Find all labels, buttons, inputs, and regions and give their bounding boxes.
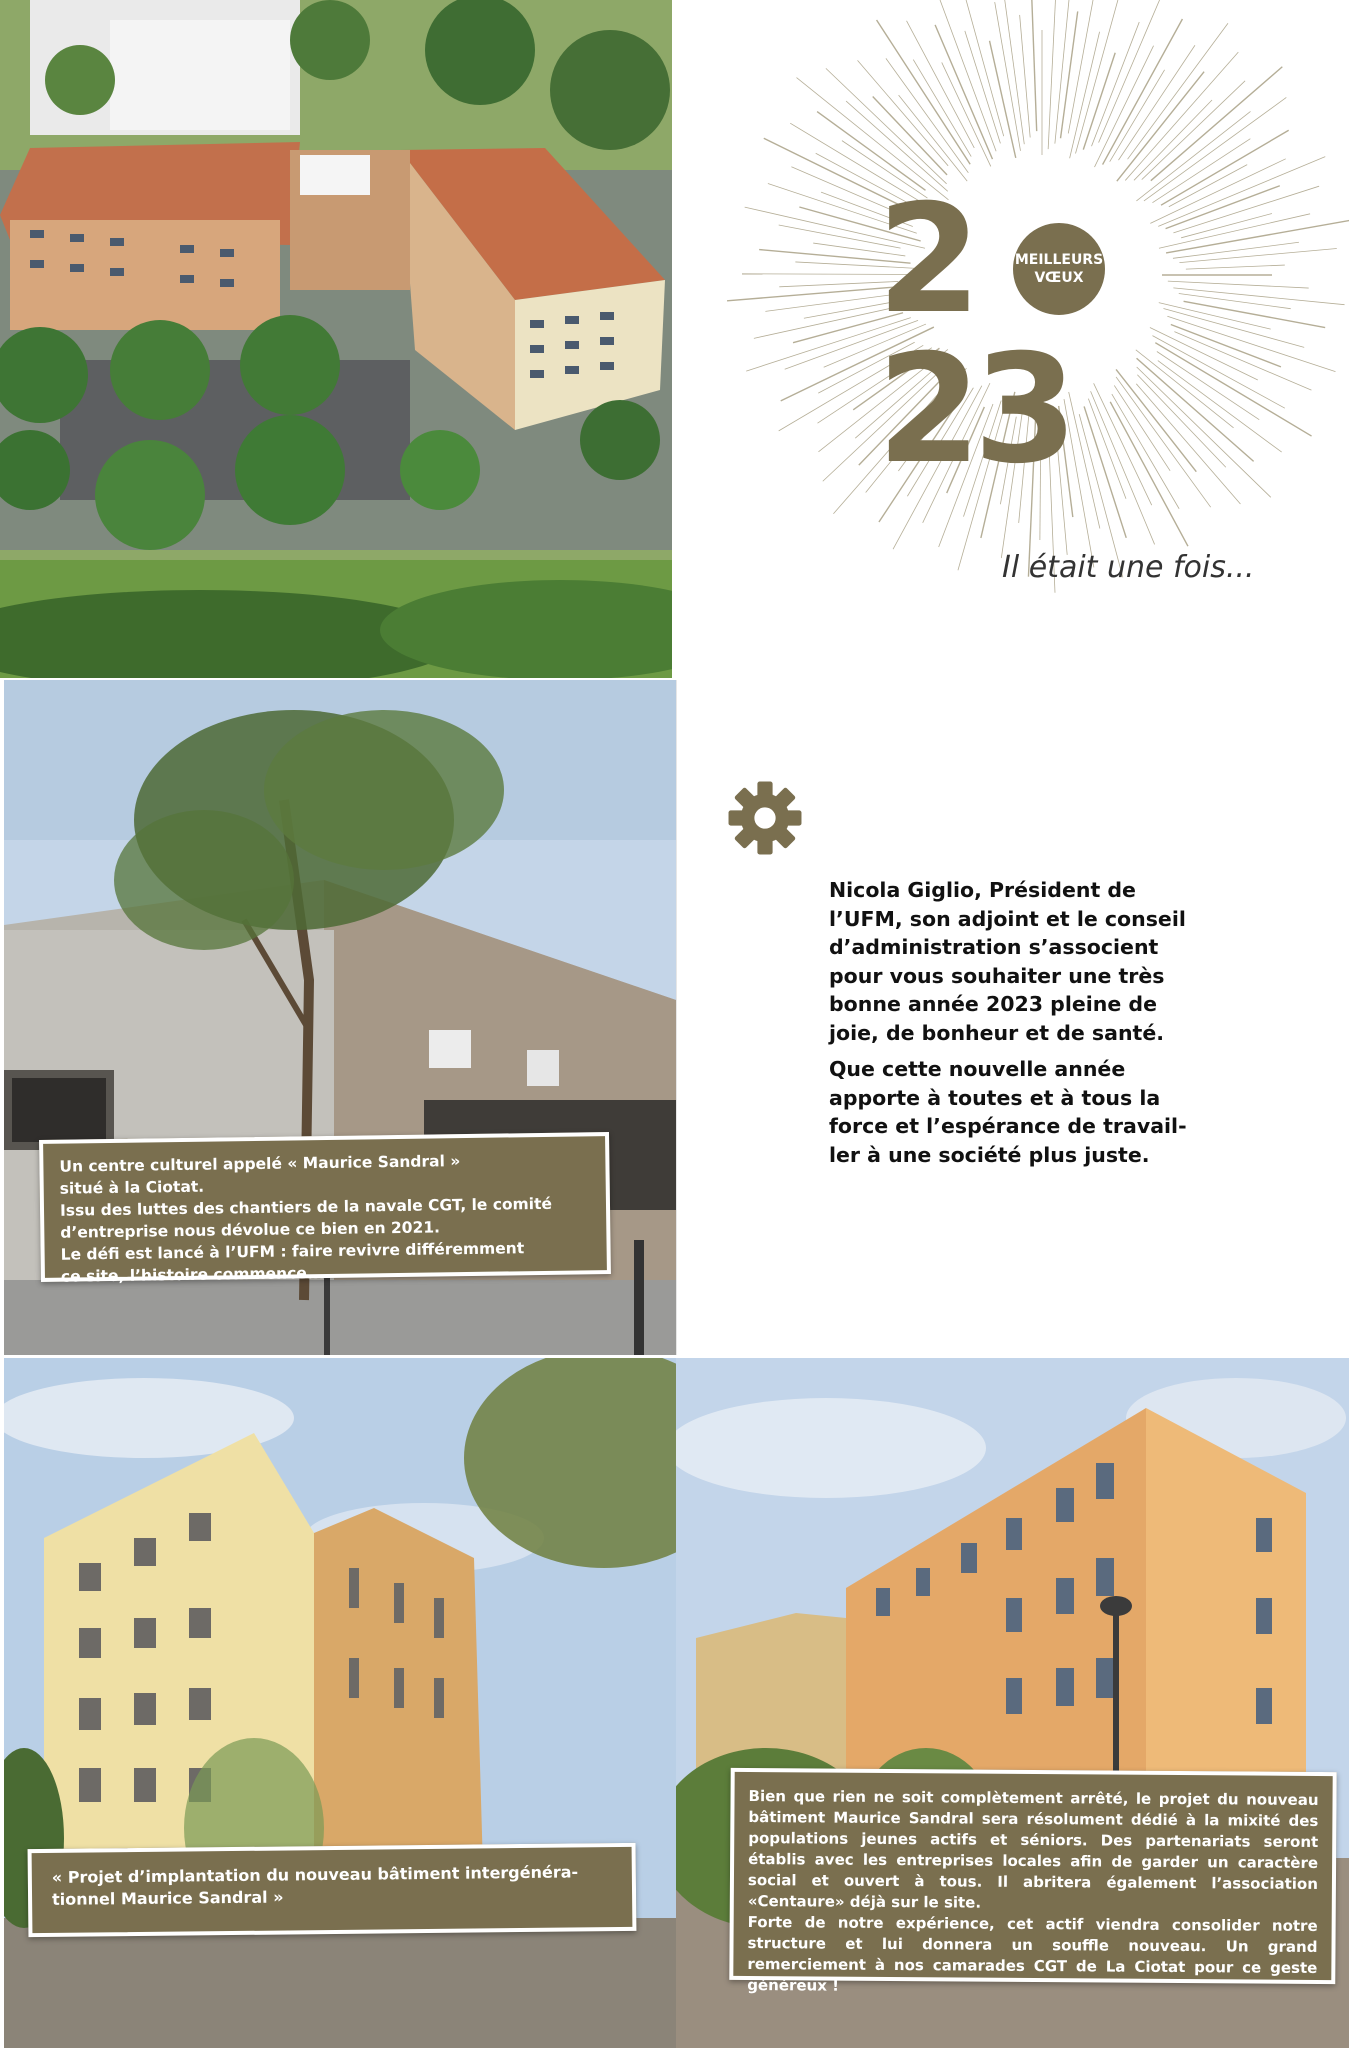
sunburst-ray	[1173, 186, 1319, 233]
old-site-caption-text: Un centre culturel appelé « Maurice Sandral » situé à la Ciotat. Issu des luttes des chantiers de la navale CGT, le comité d’entreprise nous dévolue ce bien en 2021. Le défi est lancé à l’UFM : faire revivre différemment ce site, l’histoire commence...	[59, 1152, 553, 1286]
sunburst-ray	[1136, 111, 1250, 200]
sunburst-ray	[1134, 100, 1212, 180]
year-2023	[877, 173, 1127, 497]
sunburst-ray	[1136, 384, 1240, 504]
sunburst-ray	[1125, 52, 1238, 180]
tagline: Il était une fois...	[1002, 550, 1255, 585]
best-wishes-line2: VŒUX	[1034, 270, 1084, 286]
year-digits-23: 23	[877, 323, 1070, 497]
aerial-scene-illustration	[0, 0, 672, 678]
sunburst-ray	[1094, 46, 1153, 167]
old-site-caption	[39, 1132, 611, 1286]
sunburst-ray	[1137, 367, 1271, 497]
sunburst-ray	[1048, 0, 1056, 149]
sunburst-ray	[1031, 0, 1037, 131]
sunburst-ray	[1117, 72, 1204, 181]
sunburst-ray	[1169, 165, 1247, 207]
sunburst-ray	[1144, 97, 1286, 200]
sunburst-ray	[1163, 309, 1304, 348]
sunburst-ray	[1179, 294, 1291, 309]
project-caption-text: « Projet d’implantation du nouveau bâtiment intergénéra- tionnel Maurice Sandral »	[51, 1862, 579, 1909]
aerial-building-image	[0, 0, 672, 678]
project-rendering-front	[4, 1358, 676, 2048]
sunburst-ray	[1092, 22, 1140, 146]
project-details-text: Bien que rien ne soit complètement arrêté, le projet du nouveau bâtiment Maurice Sandral sera résolument dédié à la mixité des populations jeunes actifs et séniors. Des partenariats seront établis avec les entreprises locales afin de garder un caractère social et ouvert à tous. Il abritera également l’association «Centaure» déjà sur le site. Forte de notre expérience, cet actif viendra consolider notre structure et lui donnera un souffle nouveau. Un grand remerciement à nos camarades CGT de La Ciotat pour ce geste généreux !	[747, 1787, 1319, 1995]
gear-icon	[727, 780, 803, 856]
new-year-message	[829, 876, 1209, 1169]
message-paragraph-2: Que cette nouvelle année apporte à toutes et à tous la force et l’espérance de travail- ler à une société plus juste.	[829, 1057, 1187, 1167]
sunburst-ray	[965, 31, 1001, 144]
project-caption	[28, 1843, 637, 1937]
sunburst-ray	[1116, 377, 1211, 507]
sunburst-ray	[1168, 281, 1309, 288]
project-details-caption	[729, 1768, 1336, 1995]
sunburst-ray	[1174, 332, 1311, 391]
sunburst-ray	[1184, 301, 1326, 327]
sunburst-ray	[1061, 11, 1078, 138]
message-paragraph-1: Nicola Giglio, Président de l’UFM, son adjoint et le conseil d’administration s’associent pour vous souhaiter une très bonne année 2023 pleine de joie, de bonheur et de santé.	[829, 878, 1186, 1045]
sunburst-ray	[1186, 265, 1285, 269]
greeting-card	[672, 0, 1349, 678]
sunburst-ray	[1161, 130, 1289, 205]
sunburst-ray	[942, 62, 991, 166]
sunburst-ray	[1179, 248, 1336, 262]
sunburst-ray	[1110, 70, 1165, 162]
sunburst-ray	[1068, 0, 1097, 133]
sunburst-ray	[873, 97, 947, 175]
sunburst-ray	[995, 2, 1021, 151]
sunburst-ray	[1173, 242, 1299, 258]
sunburst-ray	[1151, 67, 1282, 181]
sunburst-ray	[1166, 221, 1349, 253]
sunburst-ray	[1152, 336, 1284, 409]
best-wishes-badge	[1005, 215, 1113, 323]
project-front-illustration	[4, 1358, 676, 2048]
old-site-photo	[4, 680, 676, 1355]
message-panel	[676, 680, 1349, 1355]
sunburst-ray	[1070, 32, 1100, 159]
year-digit-2: 2	[877, 173, 974, 347]
best-wishes-line1: MEILLEURS	[1014, 252, 1104, 268]
project-rendering-side	[676, 1358, 1349, 2048]
sunburst-ray	[1118, 45, 1194, 160]
